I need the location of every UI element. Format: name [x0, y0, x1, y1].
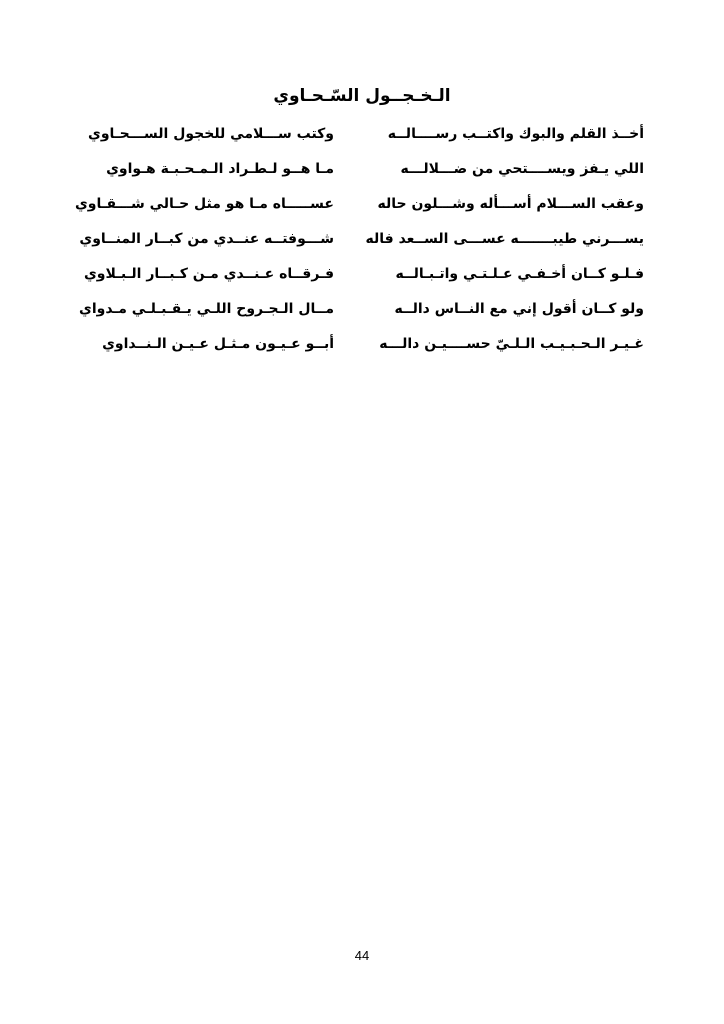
- page-number: 44: [354, 948, 370, 963]
- verse-second-hemistich: فـرقــاه عـنــدي مـن كـبــار الـبـلاوي: [83, 266, 334, 282]
- verse-line: [84, 120, 644, 155]
- verse-line: [74, 190, 644, 225]
- verse-line: [84, 260, 644, 295]
- verse-first-hemistich: غـيـر الـحـبـيـب الـلـيّ حســــيـن دالـــه: [379, 336, 644, 352]
- verse-second-hemistich: أبــو عـيـون مـثـل عـيـن الـنــداوي: [102, 336, 334, 352]
- verse-line: [78, 295, 644, 330]
- verse-line: [79, 225, 644, 260]
- verse-second-hemistich: مـا هــو لـطـراد الـمـحـبـة هـواوي: [106, 161, 334, 177]
- verse-second-hemistich: عســـــاه مـا هو مثل حـالي شـــقـاوي: [74, 196, 334, 212]
- verse-first-hemistich: وعقب الســـلام أســـأله وشـــلون حاله: [377, 196, 644, 212]
- verse-second-hemistich: شـــوفتــه عنــدي من كبــار المنــاوي: [79, 231, 334, 247]
- poem-title: الـخـجــول السّـحـاوي: [273, 86, 451, 106]
- verse-first-hemistich: يســـرني طيبـــــــه عســـى الســعد فاله: [365, 231, 644, 247]
- verse-line: [84, 155, 644, 190]
- verse-line: [84, 330, 644, 365]
- verse-second-hemistich: وكتب ســـلامي للخجول الســـحـاوي: [88, 126, 334, 142]
- verse-second-hemistich: مــال الـجـروح اللـي يـقـبـلـي مـدواي: [78, 301, 334, 317]
- poem-body: [74, 120, 644, 365]
- verse-first-hemistich: فـلـو كــان أخـفـي عـلـتـي واتـبـالــه: [395, 266, 644, 282]
- verse-first-hemistich: ولو كــان أقول إني مع النــاس دالــه: [394, 301, 644, 317]
- verse-first-hemistich: أخــذ القلم والبوك واكتــب رســــالــه: [387, 126, 644, 142]
- verse-first-hemistich: اللي يـفز ويســــتحي من ضـــلالـــه: [400, 161, 644, 177]
